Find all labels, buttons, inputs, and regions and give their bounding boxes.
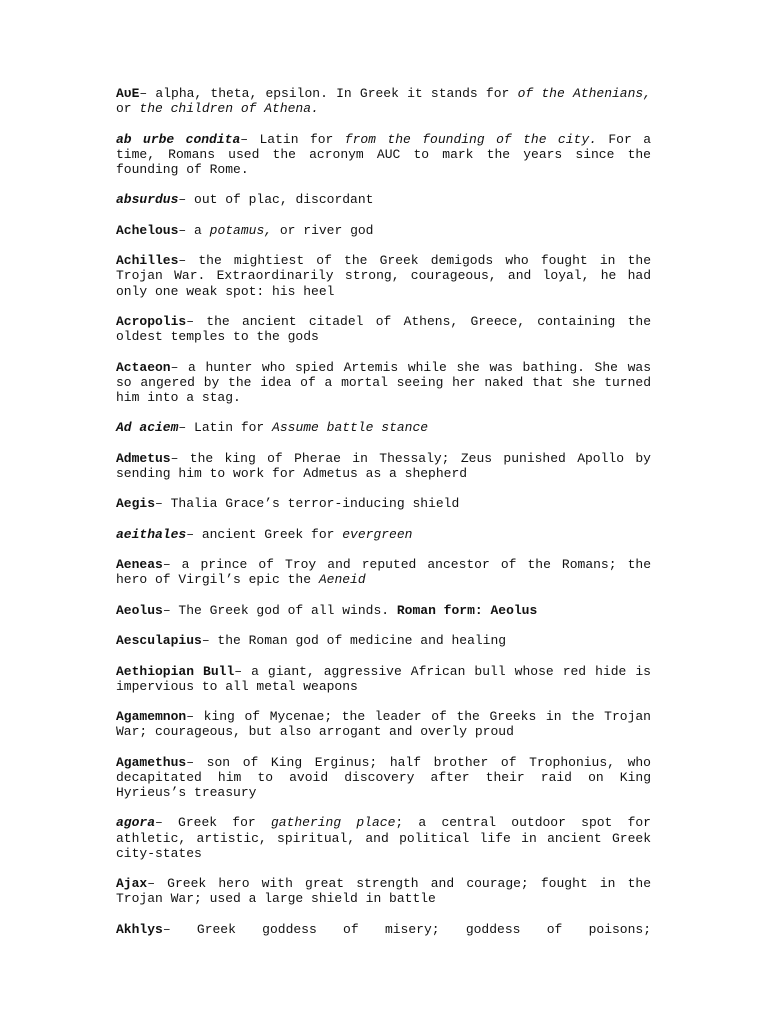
definition-text: – the ancient citadel of Athens, Greece, containing the oldest temples to the gods <box>116 313 651 345</box>
glossary-entry <box>116 192 651 207</box>
glossary-term: AυE <box>116 86 140 101</box>
italic-text: from the founding of the city. <box>344 131 597 147</box>
definition-text: – a prince of Troy and reputed ancestor of the Romans; the hero of Virgil’s epic the <box>116 557 651 588</box>
definition-text: or <box>116 101 140 117</box>
glossary-entry <box>116 876 651 906</box>
italic-text: of the Athenians, <box>517 86 652 101</box>
glossary-entry <box>116 314 651 344</box>
italic-text: the children of Athena. <box>139 101 319 117</box>
definition-text: – Latin for <box>178 420 273 436</box>
glossary-term: Aethiopian Bull <box>116 663 235 679</box>
glossary-entry <box>116 132 651 178</box>
definition-text: – ancient Greek for <box>186 526 343 542</box>
italic-text: potamus, <box>209 222 273 238</box>
glossary-entry <box>116 420 651 435</box>
definition-text: – The Greek god of all winds. <box>162 602 397 618</box>
italic-text: Assume battle stance <box>272 420 429 436</box>
italic-text: Aeneid <box>318 572 366 588</box>
definition-text: – Latin for <box>240 131 345 147</box>
glossary-term: Aeneas <box>116 557 163 573</box>
glossary-term: absurdus <box>116 192 179 208</box>
glossary-term: Achilles <box>116 253 179 269</box>
definition-text: – the Roman god of medicine and healing <box>201 633 507 649</box>
italic-text: gathering place <box>270 815 396 831</box>
definition-text: – a hunter who spied Artemis while she was bathing. She was so angered by the idea of a mortal seeing her naked that she turned him into a stag. <box>116 359 651 405</box>
definition-text: – a giant, aggressive African bull whose red hide is impervious to all metal weapons <box>116 663 651 694</box>
definition-text: or river god <box>272 222 374 238</box>
glossary-term: Acropolis <box>116 313 187 329</box>
bold-text: Roman form: Aeolus <box>396 602 538 618</box>
glossary-term: agora <box>116 815 156 831</box>
definition-text: – a <box>178 222 210 238</box>
definition-text: – the king of Pherae in Thessaly; Zeus punished Apollo by sending him to work for Admetus as a shepherd <box>116 450 651 481</box>
glossary-entry <box>116 709 651 739</box>
glossary-term: Aesculapius <box>116 633 202 649</box>
definition-text: – Greek hero with great strength and courage; fought in the Trojan War; used a large shield in battle <box>116 876 651 907</box>
glossary-entry <box>116 815 651 861</box>
italic-text: evergreen <box>342 526 413 542</box>
definition-text: For a time, Romans used the acronym AUC to mark the years since the founding of Rome. <box>116 131 652 177</box>
glossary-entry <box>116 86 651 116</box>
glossary-term: Agamethus <box>116 754 187 770</box>
glossary-entry <box>116 755 651 801</box>
glossary-term: Ad aciem <box>116 420 179 436</box>
glossary-term: aeithales <box>116 526 187 542</box>
definition-text: – son of King Erginus; half brother of Trophonius, who decapitated him to avoid discovery after their raid on King Hyrieus’s treasury <box>116 754 651 801</box>
definition-text: – alpha, theta, epsilon. In Greek it stands for <box>139 86 518 101</box>
glossary-entry <box>116 360 651 406</box>
definition-text: – the mightiest of the Greek demigods who fought in the Trojan War. Extraordinarily strong, courageous, and loyal, he had only one weak spot: his heel <box>116 253 651 299</box>
glossary-entry <box>116 451 651 481</box>
glossary-entry <box>116 223 651 238</box>
glossary-entry <box>116 527 651 542</box>
glossary-page <box>116 86 651 937</box>
definition-text: – king of Mycenae; the leader of the Greeks in the Trojan War; courageous, but also arrogant and overly proud <box>116 709 651 740</box>
definition-text: ; a central outdoor spot for athletic, artistic, spiritual, and political life in ancient Greek city-states <box>116 815 651 861</box>
definition-text: – out of plac, discordant <box>178 192 374 208</box>
glossary-entry <box>116 253 651 299</box>
glossary-entry <box>116 664 651 694</box>
definition-text: – Greek goddess of misery; goddess of poisons; <box>162 921 651 937</box>
glossary-term: Akhlys <box>116 921 163 937</box>
glossary-term: Ajax <box>116 876 148 892</box>
glossary-term: Agamemnon <box>116 709 187 725</box>
glossary-term: Actaeon <box>116 359 171 375</box>
glossary-term: Admetus <box>116 450 171 466</box>
definition-text: – Thalia Grace’s terror-inducing shield <box>155 496 460 512</box>
glossary-entry <box>116 633 651 648</box>
glossary-entry <box>116 603 651 618</box>
glossary-term: Aeolus <box>116 602 163 618</box>
glossary-term: Achelous <box>116 222 179 238</box>
definition-text: – Greek for <box>155 815 271 831</box>
glossary-term: Aegis <box>116 496 156 512</box>
glossary-entry <box>116 496 651 511</box>
glossary-entry <box>116 557 651 587</box>
glossary-entry <box>116 922 651 937</box>
glossary-term: ab urbe condita <box>116 131 241 147</box>
